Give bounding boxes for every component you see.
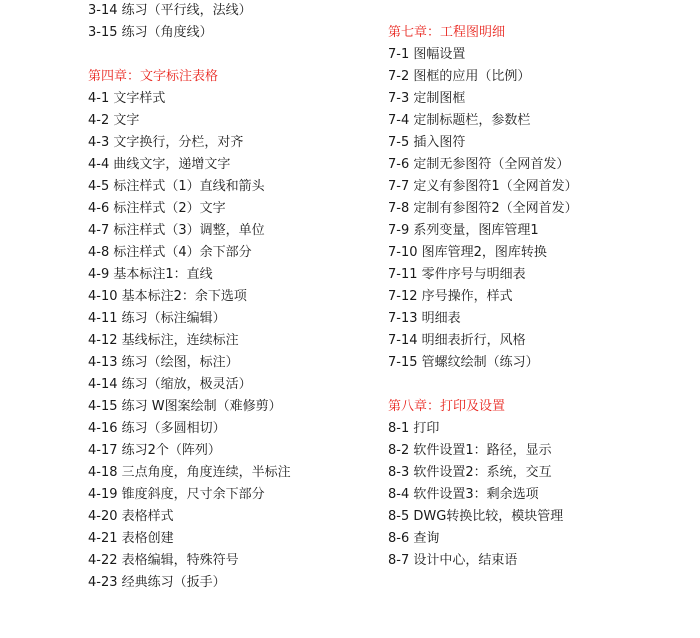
list-item: 7-11 零件序号与明细表	[388, 267, 526, 282]
list-item: 8-7 设计中心，结束语	[388, 553, 518, 568]
list-item: 4-3 文字换行，分栏，对齐	[88, 135, 244, 150]
list-item: 7-15 管螺纹绘制（练习）	[388, 355, 539, 370]
list-item: 7-3 定制图框	[388, 91, 466, 106]
list-item: 4-21 表格创建	[88, 531, 174, 546]
list-item: 7-2 图框的应用（比例）	[388, 69, 531, 84]
list-item: 4-16 练习（多圆相切）	[88, 421, 226, 436]
list-item: 3-14 练习（平行线，法线）	[88, 3, 252, 18]
list-item: 8-4 软件设置3：剩余选项	[388, 487, 539, 502]
list-item: 4-1 文字样式	[88, 91, 166, 106]
list-item: 4-2 文字	[88, 113, 140, 128]
list-item: 7-8 定制有参图符2（全网首发）	[388, 201, 578, 216]
right-column	[388, 22, 578, 572]
list-item: 4-14 练习（缩放，极灵活）	[88, 377, 252, 392]
list-item: 7-7 定义有参图符1（全网首发）	[388, 179, 578, 194]
chapter-8-heading: 第八章：打印及设置	[388, 399, 506, 414]
list-item: 4-7 标注样式（3）调整，单位	[88, 223, 265, 238]
list-item: 4-10 基本标注2：余下选项	[88, 289, 247, 304]
list-item: 7-14 明细表折行，风格	[388, 333, 526, 348]
chapter-4-heading: 第四章：文字标注表格	[88, 69, 219, 84]
list-item: 4-23 经典练习（扳手）	[88, 575, 226, 590]
chapter-7-heading: 第七章：工程图明细	[388, 25, 506, 40]
list-item: 8-5 DWG转换比较，模块管理	[388, 509, 564, 524]
list-item: 4-18 三点角度，角度连续，半标注	[88, 465, 291, 480]
list-item: 4-15 练习 W图案绘制（难修剪）	[88, 399, 282, 414]
list-item: 4-13 练习（绘图，标注）	[88, 355, 239, 370]
list-item: 4-17 练习2个（阵列）	[88, 443, 221, 458]
list-item: 4-6 标注样式（2）文字	[88, 201, 226, 216]
list-item: 7-5 插入图符	[388, 135, 466, 150]
list-item: 8-3 软件设置2：系统，交互	[388, 465, 552, 480]
spacer	[388, 374, 578, 396]
list-item: 3-15 练习（角度线）	[88, 25, 213, 40]
spacer	[88, 44, 291, 66]
list-item: 7-13 明细表	[388, 311, 461, 326]
list-item: 4-4 曲线文字，递增文字	[88, 157, 231, 172]
list-item: 4-22 表格编辑，特殊符号	[88, 553, 239, 568]
left-column	[88, 0, 291, 594]
list-item: 8-6 查询	[388, 531, 440, 546]
list-item: 7-12 序号操作，样式	[388, 289, 513, 304]
list-item: 8-1 打印	[388, 421, 440, 436]
list-item: 7-9 系列变量，图库管理1	[388, 223, 539, 238]
list-item: 8-2 软件设置1：路径，显示	[388, 443, 552, 458]
list-item: 4-19 锥度斜度，尺寸余下部分	[88, 487, 265, 502]
list-item: 7-10 图库管理2，图库转换	[388, 245, 547, 260]
list-item: 7-4 定制标题栏，参数栏	[388, 113, 531, 128]
list-item: 4-5 标注样式（1）直线和箭头	[88, 179, 265, 194]
list-item: 7-1 图幅设置	[388, 47, 466, 62]
list-item: 7-6 定制无参图符（全网首发）	[388, 157, 570, 172]
list-item: 4-11 练习（标注编辑）	[88, 311, 226, 326]
list-item: 4-9 基本标注1：直线	[88, 267, 213, 282]
list-item: 4-12 基线标注，连续标注	[88, 333, 239, 348]
list-item: 4-8 标注样式（4）余下部分	[88, 245, 252, 260]
list-item: 4-20 表格样式	[88, 509, 174, 524]
